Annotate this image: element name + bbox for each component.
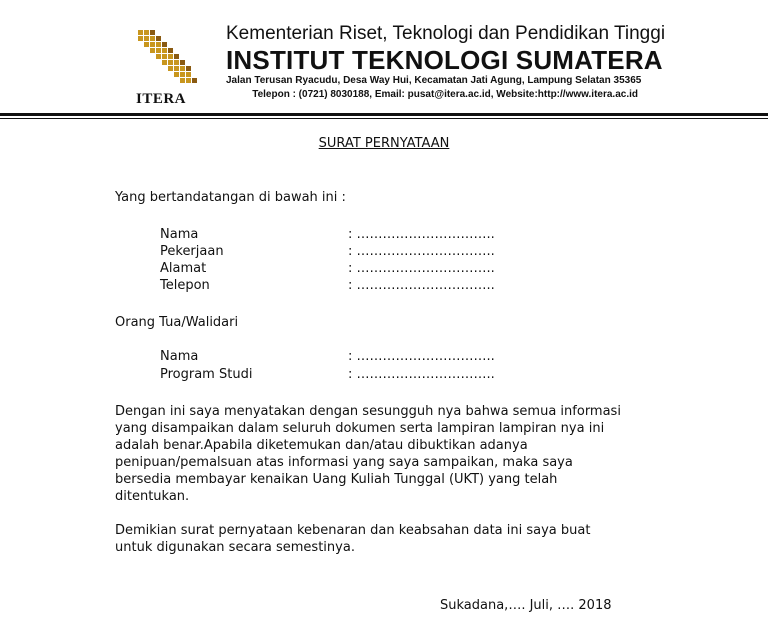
place-date: Sukadana,…. Juli, …. 2018 — [440, 598, 612, 613]
field-row-nama — [160, 226, 495, 243]
field-value: : ………………………….. — [348, 278, 495, 293]
field-label: Program Studi — [160, 367, 253, 382]
statement-line: adalah benar.Apabila diketemukan dan/atau dibuktikan adanya — [115, 438, 528, 453]
field-label: Telepon — [160, 278, 210, 293]
sumatra-map-icon — [132, 26, 202, 92]
intro-text: Yang bertandatangan di bawah ini : — [115, 190, 346, 205]
document-title: SURAT PERNYATAAN — [318, 136, 450, 151]
guardian-heading: Orang Tua/Walidari — [115, 315, 239, 330]
header-rule-thick — [0, 113, 768, 116]
statement-line: bersedia membayar kenaikan Uang Kuliah Tunggal (UKT) yang telah — [115, 472, 558, 487]
guardian-row-nama — [160, 348, 495, 365]
address-line: Jalan Terusan Ryacudu, Desa Way Hui, Kecamatan Jati Agung, Lampung Selatan 35365 — [226, 75, 642, 86]
guardian-row-program-studi — [160, 366, 495, 383]
institution-name: INSTITUT TEKNOLOGI SUMATERA — [226, 45, 663, 75]
field-value: : ………………………….. — [348, 261, 495, 276]
closing-paragraph — [115, 522, 590, 556]
letterhead — [0, 0, 768, 118]
ministry-name: Kementerian Riset, Teknologi dan Pendidikan Tinggi — [226, 23, 666, 44]
header-rule-thin — [0, 118, 768, 119]
field-row-telepon — [160, 277, 495, 294]
statement-line: yang disampaikan dalam seluruh dokumen serta lampiran lampiran nya ini — [115, 421, 605, 436]
field-label: Nama — [160, 227, 199, 242]
field-value: : ………………………….. — [348, 244, 495, 259]
field-value: : ………………………….. — [348, 349, 495, 364]
statement-line: ditentukan. — [115, 489, 190, 504]
closing-line: Demikian surat pernyataan kebenaran dan keabsahan data ini saya buat — [115, 523, 591, 538]
field-value: : ………………………….. — [348, 367, 495, 382]
statement-line: penipuan/pemalsuan atas informasi yang saya sampaikan, maka saya — [115, 455, 573, 470]
field-row-pekerjaan — [160, 243, 495, 260]
field-value: : ………………………….. — [348, 227, 495, 242]
field-label: Nama — [160, 349, 199, 364]
contact-line: Telepon : (0721) 8030188, Email: pusat@itera.ac.id, Website:http://www.itera.ac.id — [252, 89, 638, 100]
logo-wordmark: ITERA — [136, 91, 187, 107]
field-label: Alamat — [160, 261, 207, 276]
institution-block — [226, 22, 666, 102]
statement-line: Dengan ini saya menyatakan dengan sesungguh nya bahwa semua informasi — [115, 404, 621, 419]
field-row-alamat — [160, 260, 495, 277]
itera-logo — [132, 26, 202, 106]
statement-paragraph — [115, 403, 621, 505]
closing-line: untuk digunakan secara semestinya. — [115, 540, 355, 555]
field-label: Pekerjaan — [160, 244, 224, 259]
